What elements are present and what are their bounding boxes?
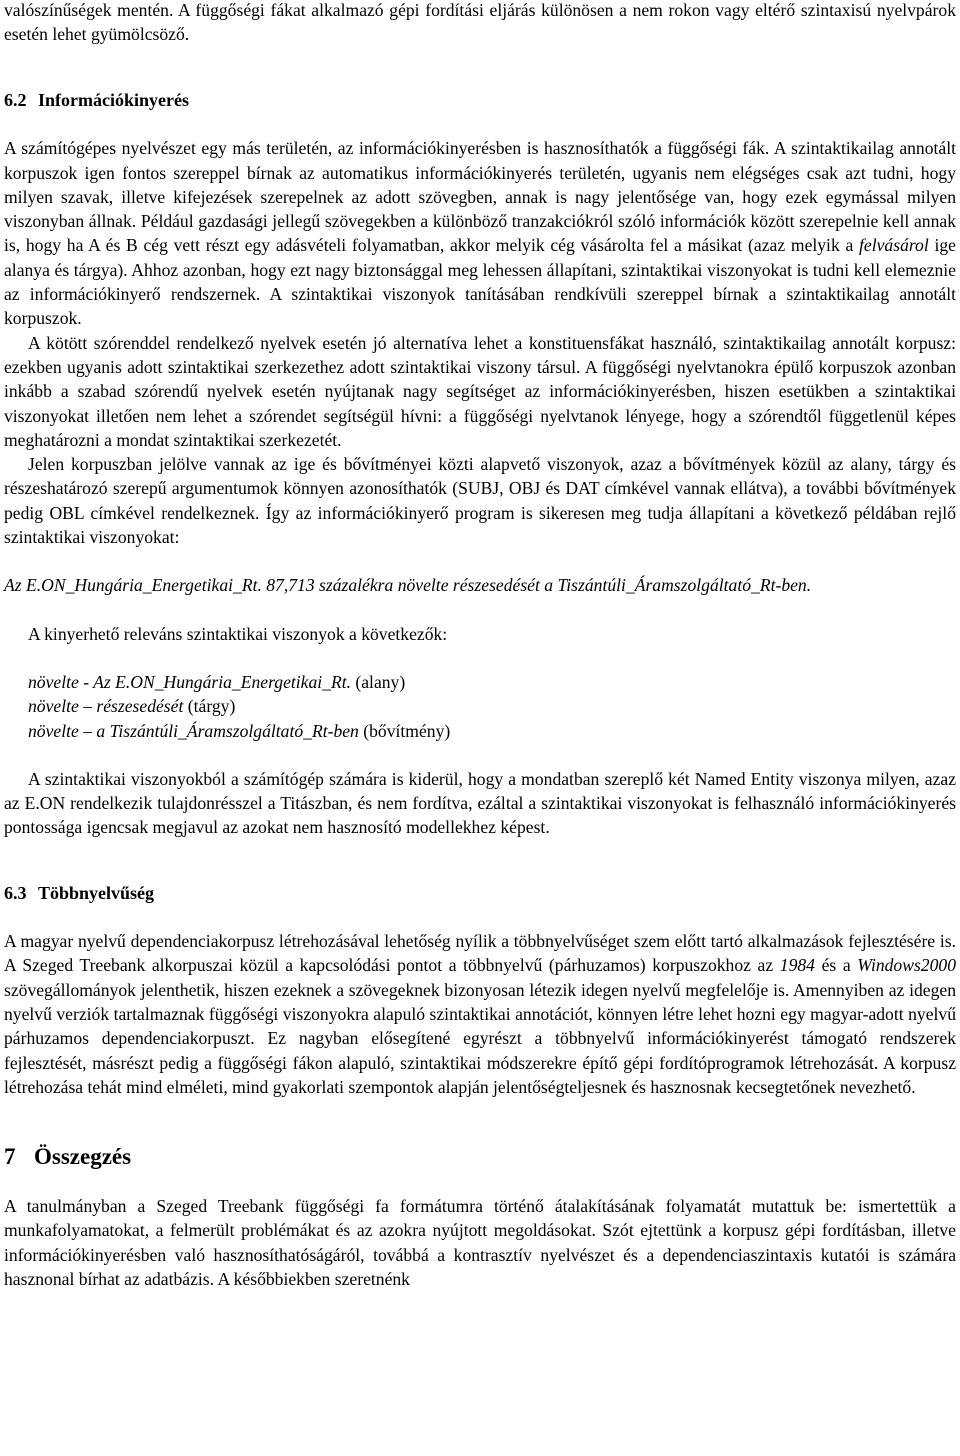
section-6-3-heading xyxy=(4,881,956,905)
paragraph-6-2-1 xyxy=(4,136,956,330)
text-run: és a xyxy=(814,955,858,976)
list-intro: A kinyerhető releváns szintaktikai viszonyok a következők: xyxy=(28,623,448,644)
relation-type: (tárgy) xyxy=(183,696,236,717)
section-title: Többnyelvűség xyxy=(38,882,155,903)
relation-pair: növelte – részesedését xyxy=(28,696,184,717)
emphasis: felvásárol xyxy=(859,235,929,256)
relation-item xyxy=(4,719,956,743)
section-number: 7 xyxy=(4,1144,16,1170)
text-run: A magyar nyelvű dependenciakorpusz létrehozásával lehetőség nyílik a többnyelvűséget szem előtt tartó alkalmazások fejlesztésére is. A Szeged Treebank alkorpuszai közül a kapcsolódási pontot a többnyelvű (párhuzamos) korpuszokhoz az xyxy=(4,931,956,976)
paragraph-7: A tanulmányban a Szeged Treebank függőségi fa formátumra történő átalakításának folyamatát mutattuk be: ismertettük a munkafolyamatokat, a felmerült problémákat és az azokra nyújtott megoldásokat. Szót ejtettünk a korpusz gépi fordításban, illetve információkinyerésben való hasznosíthatóságáról, továbbá a kontrasztív nyelvészet és a dependenciaszintaxis kutatói is számára hasznonal bírhat az adatbázis. A későbbiekben szeretnénk xyxy=(4,1196,956,1289)
document-page xyxy=(4,0,956,1291)
paragraph-6-2-2: A kötött szórenddel rendelkező nyelvek esetén jó alternatíva lehet a konstituensfákat használó, szintaktikailag annotált korpusz: ezekben ugyanis adott szintaktikai szerkezethez adott szintaktikai viszony társul. A függőségi nyelvtanokra épülő korpuszok azonban inkább a szabad szórendű nyelvek esetén nyújtanak nagy segítséget az információkinyerésben, hiszen esetükben a szintaktikai viszonyokat illetően nem lehet a szórendet segítségül hívni: a függőségi nyelvtanok lényege, hogy a szórendtől függetlenül képes meghatározni a mondat szintaktikai szerkezetét. xyxy=(4,332,956,450)
relation-type: (alany) xyxy=(350,671,406,692)
paragraph-6-3 xyxy=(4,929,956,1099)
emphasis: 1984 xyxy=(779,955,815,976)
paragraph-6-2-4: A szintaktikai viszonyokból a számítógép számára is kiderül, hogy a mondatban szereplő két Named Entity viszonya milyen, azaz az E.ON rendelkezik tulajdonrésszel a Titászban, és nem fordítva, ezáltal a szintaktikai viszonyokat is felhasználó információkinyerés pontossága igencsak megjavul az azokat nem hasznosító modellekhez képest. xyxy=(4,768,956,838)
text-run: szövegállományok jelenthetik, hiszen ezeknek a szövegeknek bizonyosan létezik idegen nyelvű megfelelője is. Amennyiben az idegen nyelvű verziók tartalmaznak függőségi viszonyokra alapuló szintaktikai annotációt, könnyen létre lehet hozni egy magyar-adott nyelvű párhuzamos dependenciakorpuszt. Ez nagyban elősegítené egyrészt a többnyelvű információkinyerést támogató rendszerek fejlesztését, másrészt pedig a függőségi fákon alapuló, szintaktikai módszerekre építő gépi fordítóprogramok létrehozását. A korpusz létrehozása tehát mind elméleti, mind gyakorlati szempontok alapján jelentőségteljesnek és hasznosnak kecsegtetőnek nevezhető. xyxy=(4,979,956,1097)
section-7-heading xyxy=(4,1142,956,1172)
paragraph-6-2-3: Jelen korpuszban jelölve vannak az ige és bővítményei közti alapvető viszonyok, azaz a bővítmények közül az alany, tárgy és részeshatározó szerepű argumentumok könnyen azonosíthatók (SUBJ, OBJ és DAT címkével vannak ellátva), a további bővítmények pedig OBL címkével rendelkeznek. Így az információkinyerő program is sikeresen meg tudja állapítani a következő példában rejlő szintaktikai viszonyokat: xyxy=(4,454,956,548)
relation-type: (bővítmény) xyxy=(358,720,451,741)
emphasis: Windows2000 xyxy=(857,955,956,976)
text-run: ige alanya és tárgya). Ahhoz azonban, hogy ezt nagy biztonsággal meg lehessen állapítani, szintaktikai viszonyokat is tudni kell elemeznie az információkinyerő rendszernek. A szintaktikai viszonyok tanításában rendkívüli szereppel bírnak a szintaktikailag annotált korpuszok. xyxy=(4,235,956,329)
section-number: 6.2 xyxy=(4,90,27,110)
relation-item xyxy=(4,670,956,694)
relation-pair: növelte – a Tiszántúli_Áramszolgáltató_Rt-ben xyxy=(28,720,359,741)
section-6-2-heading xyxy=(4,88,956,112)
intro-paragraph: valószínűségek mentén. A függőségi fákat alkalmazó gépi fordítási eljárás különösen a nem rokon vagy eltérő szintaxisú nyelvpárok esetén lehet gyümölcsöző. xyxy=(4,0,956,45)
section-title: Információkinyerés xyxy=(38,90,189,110)
section-number: 6.3 xyxy=(4,882,27,903)
relation-pair: növelte - Az E.ON_Hungária_Energetikai_Rt. xyxy=(28,671,351,692)
section-title: Összegzés xyxy=(34,1144,132,1170)
example-sentence: Az E.ON_Hungária_Energetikai_Rt. 87,713 százalékra növelte részesedését a Tiszántúli_Áramszolgáltató_Rt-ben. xyxy=(4,575,812,596)
text-run: A számítógépes nyelvészet egy más területén, az információkinyerésben is hasznosíthatók a függőségi fák. A szintaktikailag annotált korpuszok igen fontos szereppel bírnak az automatikus információkinyerés területén, ugyanis nem elégséges csak azt tudni, hogy milyen szavak, illetve kifejezések szerepelnek az adott szövegben, annak is nagy jelentősége van, hogy ezek egymással milyen viszonyban állnak. Például gazdasági jellegű szövegekben a különböző tranzakciókról szóló információk között szerepelnie kell annak is, hogy ha A és B cég vett részt egy adásvételi folyamatban, akkor melyik cég vásárolta fel a másikat (azaz melyik a xyxy=(4,138,956,256)
relation-item xyxy=(4,694,956,718)
